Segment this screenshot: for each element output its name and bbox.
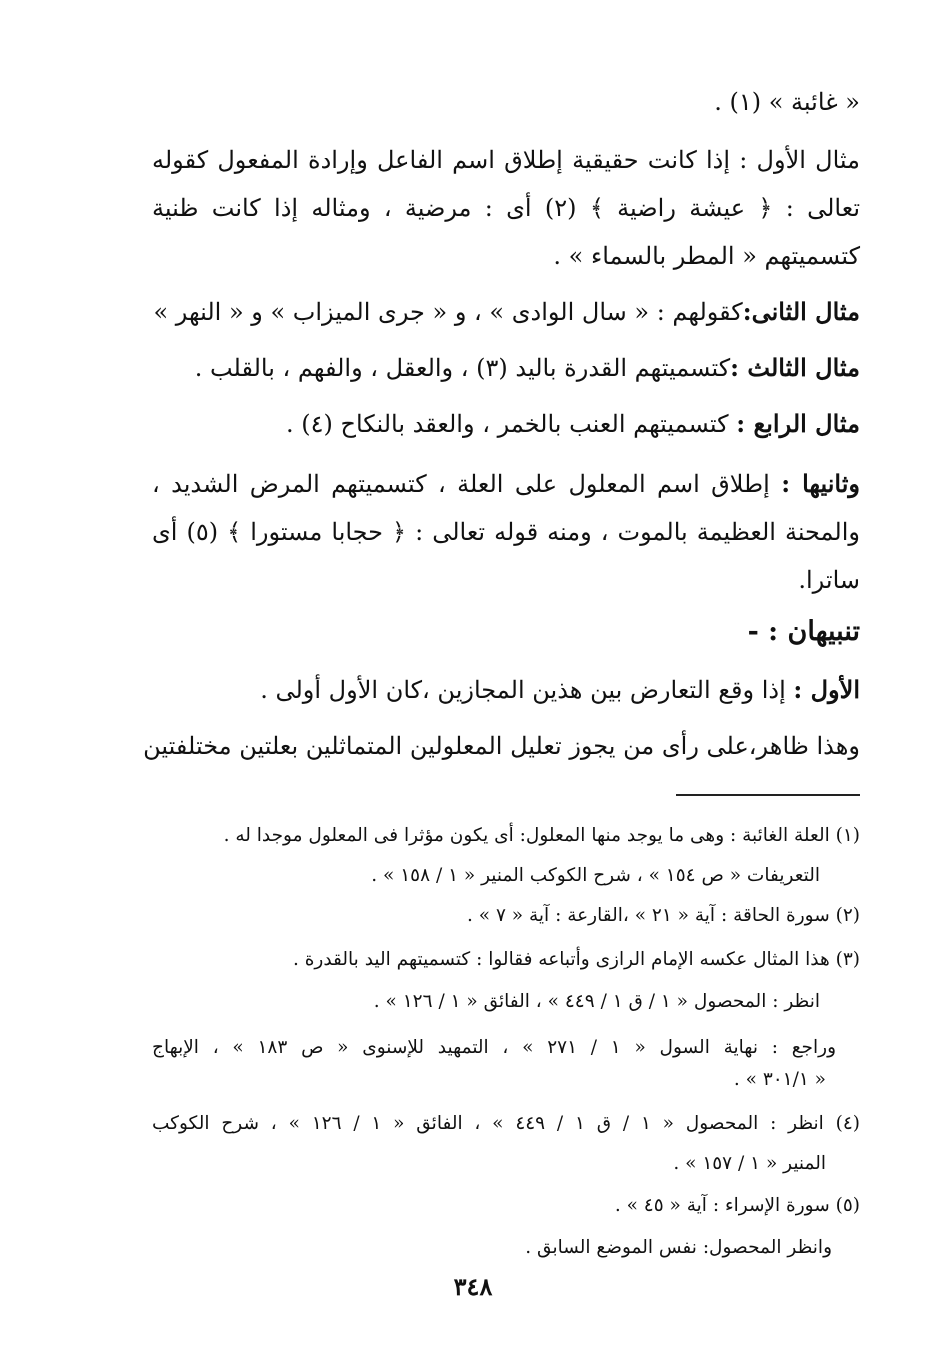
footnote-1-line-2: التعريفات « ص ١٥٤ » ، شرح الكوكب المنير « ١ / ١٥٨ » .: [371, 865, 820, 886]
example-4-line: [286, 406, 860, 442]
body-line-1: « غائبة » (١) .: [714, 88, 860, 116]
last-body-line: وهذا ظاهر،على رأى من يجوز تعليل المعلولين المتماثلين بعلتين مختلفتين: [143, 732, 860, 760]
example-1-line-1: مثال الأول : إذا كانت حقيقية إطلاق اسم الفاعل وإرادة المفعول كقوله: [152, 146, 860, 174]
footnote-5-line-1: (٥) سورة الإسراء : آية « ٤٥ » .: [614, 1195, 860, 1216]
example-3-line: [195, 350, 860, 386]
second-line-2: والمحنة العظيمة بالموت ، ومنه قوله تعالى : ﴿ حجابا مستورا ﴾ (٥) أى: [152, 518, 860, 546]
example-4-text: كتسميتهم العنب بالخمر ، والعقد بالنكاح (٤) .: [285, 410, 729, 438]
footnote-4-line-2: المنير « ١ / ١٥٧ » .: [673, 1153, 826, 1174]
section-heading: تنبيهان : -: [747, 616, 860, 647]
example-1-line-2: تعالى : ﴿ عيشة راضية ﴾ (٢) أى : مرضية ، ومثاله إذا كانت ظنية: [152, 194, 860, 222]
example-1-line-3: كتسميتهم « المطر بالسماء » .: [553, 242, 860, 270]
first-note-line: [260, 672, 860, 708]
footnote-1-line-1: (١) العلة الغائبة : وهى ما يوجد منها المعلول: أى يكون مؤثرا فى المعلول موجدا له .: [223, 825, 860, 846]
example-3-label: مثال الثالث :: [730, 353, 860, 382]
footnote-3-line-1: (٣) هذا المثال عكسه الإمام الرازى وأتباعه فقالوا : كتسميتهم اليد بالقدرة .: [292, 949, 860, 970]
example-4-label: مثال الرابع :: [736, 409, 860, 438]
footnote-separator: [676, 794, 860, 796]
footnote-3-line-4: « ٣٠١/١ » .: [733, 1069, 826, 1090]
example-2-text: كقولهم : « سال الوادى » ، و « جرى الميزاب » و « النهر »: [153, 298, 743, 326]
second-line-3: ساترا.: [798, 566, 860, 594]
example-2-label: مثال الثانى:: [742, 297, 860, 326]
footnote-4-line-1: (٤) انظر : المحصول « ١ / ق ١ / ٤٤٩ » ، الفائق « ١ / ١٢٦ » ، شرح الكوكب: [152, 1113, 860, 1134]
footnote-5-line-2: وانظر المحصول: نفس الموضع السابق .: [525, 1237, 832, 1258]
second-line-1-text: إطلاق اسم المعلول على العلة ، كتسميتهم المرض الشديد ،: [152, 470, 770, 498]
footnote-3-line-2: انظر : المحصول « ١ / ق ١ / ٤٤٩ » ، الفائق « ١ / ١٢٦ » .: [373, 991, 820, 1012]
page-number: ٣٤٨: [453, 1272, 493, 1301]
first-note-label: الأول :: [793, 675, 860, 704]
footnote-3-line-3: وراجع : نهاية السول « ١ / ٢٧١ » ، التمهيد للإسنوى « ص ١٨٣ » ، الإبهاج: [152, 1037, 836, 1058]
second-label: وثانيها :: [781, 469, 861, 498]
example-2-line: [153, 294, 860, 330]
example-3-text: كتسميتهم القدرة باليد (٣) ، والعقل ، والفهم ، بالقلب .: [194, 354, 731, 382]
second-line-1: [152, 466, 860, 502]
first-note-text: إذا وقع التعارض بين هذين المجازين ،كان الأول أولى .: [260, 676, 786, 704]
footnote-2-line-1: (٢) سورة الحاقة : آية « ٢١ » ،القارعة : آية « ٧ » .: [467, 905, 860, 926]
